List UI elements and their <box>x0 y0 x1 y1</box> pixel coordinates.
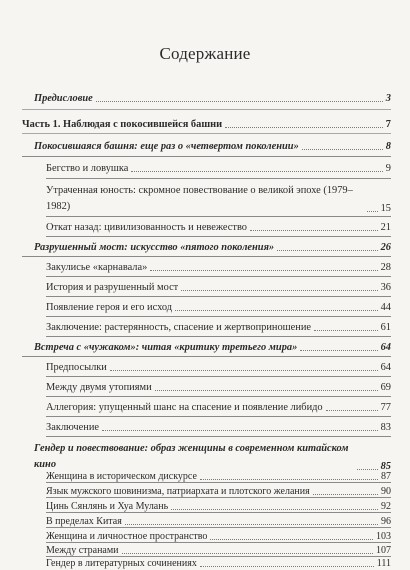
toc-entry-page: 90 <box>381 486 391 497</box>
row-rule <box>22 133 391 134</box>
toc-entry[interactable] <box>34 92 391 105</box>
toc-entry-title: Покосившаяся башня: еще раз о «четвертом поколении» <box>34 141 299 152</box>
leader-dots <box>277 250 377 251</box>
toc-entry-title: Предисловие <box>34 93 93 104</box>
toc-entry-title: Гендер в литературных сочинениях <box>46 558 197 569</box>
toc-entry-page: 85 <box>380 461 391 472</box>
toc-entry-title: Заключение: растерянность, спасение и жертвоприношение <box>46 322 312 333</box>
toc-entry-title: Между странами <box>46 545 119 556</box>
toc-entry-page: 44 <box>380 302 391 313</box>
row-rule <box>46 178 391 179</box>
toc-entry-title: Утраченная юность: скромное повествование о великой эпохе (1979–1982) <box>46 185 353 212</box>
toc-entry-page: 69 <box>380 382 391 393</box>
toc-entry-page: 15 <box>380 203 391 214</box>
toc-entry-page: 103 <box>376 531 391 542</box>
toc-entry-page: 64 <box>380 362 391 373</box>
toc-entry[interactable] <box>46 183 391 215</box>
row-rule <box>46 527 391 528</box>
row-rule <box>46 216 391 217</box>
toc-entry-title: Бегство и ловушка <box>46 163 129 174</box>
row-rule <box>46 296 391 297</box>
row-rule <box>46 497 391 498</box>
toc-entry-page: 8 <box>385 141 391 152</box>
toc-entry[interactable] <box>22 118 391 131</box>
leader-dots <box>125 524 378 525</box>
toc-entry-page: 61 <box>380 322 391 333</box>
toc-entry-page: 83 <box>380 422 391 433</box>
leader-dots <box>96 101 383 102</box>
leader-dots <box>171 509 378 510</box>
row-rule <box>22 356 391 357</box>
leader-dots <box>326 410 378 411</box>
row-rule <box>46 436 391 437</box>
toc-entry-page: 7 <box>385 119 391 130</box>
row-rule <box>46 512 391 513</box>
toc-entry-page: 64 <box>380 342 391 353</box>
row-rule <box>46 542 391 543</box>
toc-entry-title: Язык мужского шовинизма, патриархата и плотского желания <box>46 486 310 497</box>
toc-entry-page: 28 <box>380 262 391 273</box>
toc-entry-title: Появление героя и его исход <box>46 302 173 313</box>
toc-entry-page: 3 <box>385 93 391 104</box>
leader-dots <box>314 330 378 331</box>
row-rule <box>46 416 391 417</box>
page-title: Содержание <box>159 44 251 63</box>
toc-entry[interactable] <box>46 162 391 175</box>
toc-entry-page: 107 <box>376 545 391 556</box>
toc-entry[interactable] <box>46 261 391 274</box>
toc-entry-title: Цинь Сянлянь и Хуа Мулань <box>46 501 169 512</box>
leader-dots <box>175 310 378 311</box>
leader-dots <box>250 230 378 231</box>
toc-entry-title: Женщина и личностное пространство <box>46 531 208 542</box>
row-rule <box>46 396 391 397</box>
toc-entry-page: 87 <box>381 471 391 482</box>
leader-dots <box>367 211 378 212</box>
toc-entry-title: История и разрушенный мост <box>46 282 179 293</box>
row-rule <box>46 482 391 483</box>
leader-dots <box>155 390 378 391</box>
toc-entry[interactable] <box>46 381 391 394</box>
toc-entry-title: Между двумя утопиями <box>46 382 152 393</box>
leader-dots <box>302 149 383 150</box>
toc-entry-title: Предпосылки <box>46 362 107 373</box>
toc-entry-title: Гендер и повествование: образ женщины в современном китайском кино <box>34 443 349 470</box>
toc-entry-page: 111 <box>376 558 391 569</box>
toc-entry-page: 77 <box>380 402 391 413</box>
toc-entry[interactable] <box>46 401 391 414</box>
toc-entry-page: 36 <box>380 282 391 293</box>
leader-dots <box>102 430 378 431</box>
leader-dots <box>110 370 378 371</box>
toc-entry[interactable] <box>34 241 391 254</box>
leader-dots <box>300 350 377 351</box>
leader-dots <box>210 539 373 540</box>
toc-entry-title: Откат назад: цивилизованность и невежество <box>46 222 247 233</box>
toc-entry-page: 96 <box>381 516 391 527</box>
row-rule <box>46 236 391 237</box>
toc-entry[interactable] <box>46 361 391 374</box>
leader-dots <box>313 494 378 495</box>
leader-dots <box>181 290 377 291</box>
toc-entry-title: Встреча с «чужаком»: читая «критику третьего мира» <box>34 342 298 353</box>
toc-entry[interactable] <box>34 341 391 354</box>
row-rule <box>46 376 391 377</box>
row-rule <box>46 336 391 337</box>
leader-dots <box>131 171 382 172</box>
toc-entry-page: 92 <box>381 501 391 512</box>
toc-entry-title: Закулисье «карнавала» <box>46 262 148 273</box>
row-rule <box>22 109 391 110</box>
leader-dots <box>122 553 373 554</box>
toc-entry-title: Аллегория: упущенный шанс на спасение и появление либидо <box>46 402 323 413</box>
toc-entry-title: Часть 1. Наблюдая с покосившейся башни <box>22 119 223 130</box>
row-rule <box>46 556 391 557</box>
row-rule <box>22 156 391 157</box>
toc-entry[interactable] <box>46 557 391 570</box>
toc-entry-page: 21 <box>380 222 391 233</box>
toc-entry-title: Женщина в историческом дискурсе <box>46 471 197 482</box>
leader-dots <box>150 270 377 271</box>
toc-entry-title: Заключение <box>46 422 99 433</box>
toc-entry[interactable] <box>46 421 391 434</box>
toc-entry-title: В пределах Китая <box>46 516 122 527</box>
toc-entry-page: 26 <box>380 242 391 253</box>
row-rule <box>22 256 391 257</box>
toc-entry[interactable] <box>46 321 391 334</box>
toc-entry-page: 9 <box>385 163 391 174</box>
leader-dots <box>200 479 378 480</box>
toc-entry[interactable] <box>34 140 391 153</box>
toc-entry[interactable] <box>34 441 391 473</box>
row-rule <box>46 316 391 317</box>
row-rule <box>46 276 391 277</box>
toc-entry-title: Разрушенный мост: искусство «пятого поколения» <box>34 242 275 253</box>
toc-entry[interactable] <box>46 301 391 314</box>
toc-entry[interactable] <box>46 221 391 234</box>
toc-entry[interactable] <box>46 281 391 294</box>
leader-dots <box>225 127 383 128</box>
